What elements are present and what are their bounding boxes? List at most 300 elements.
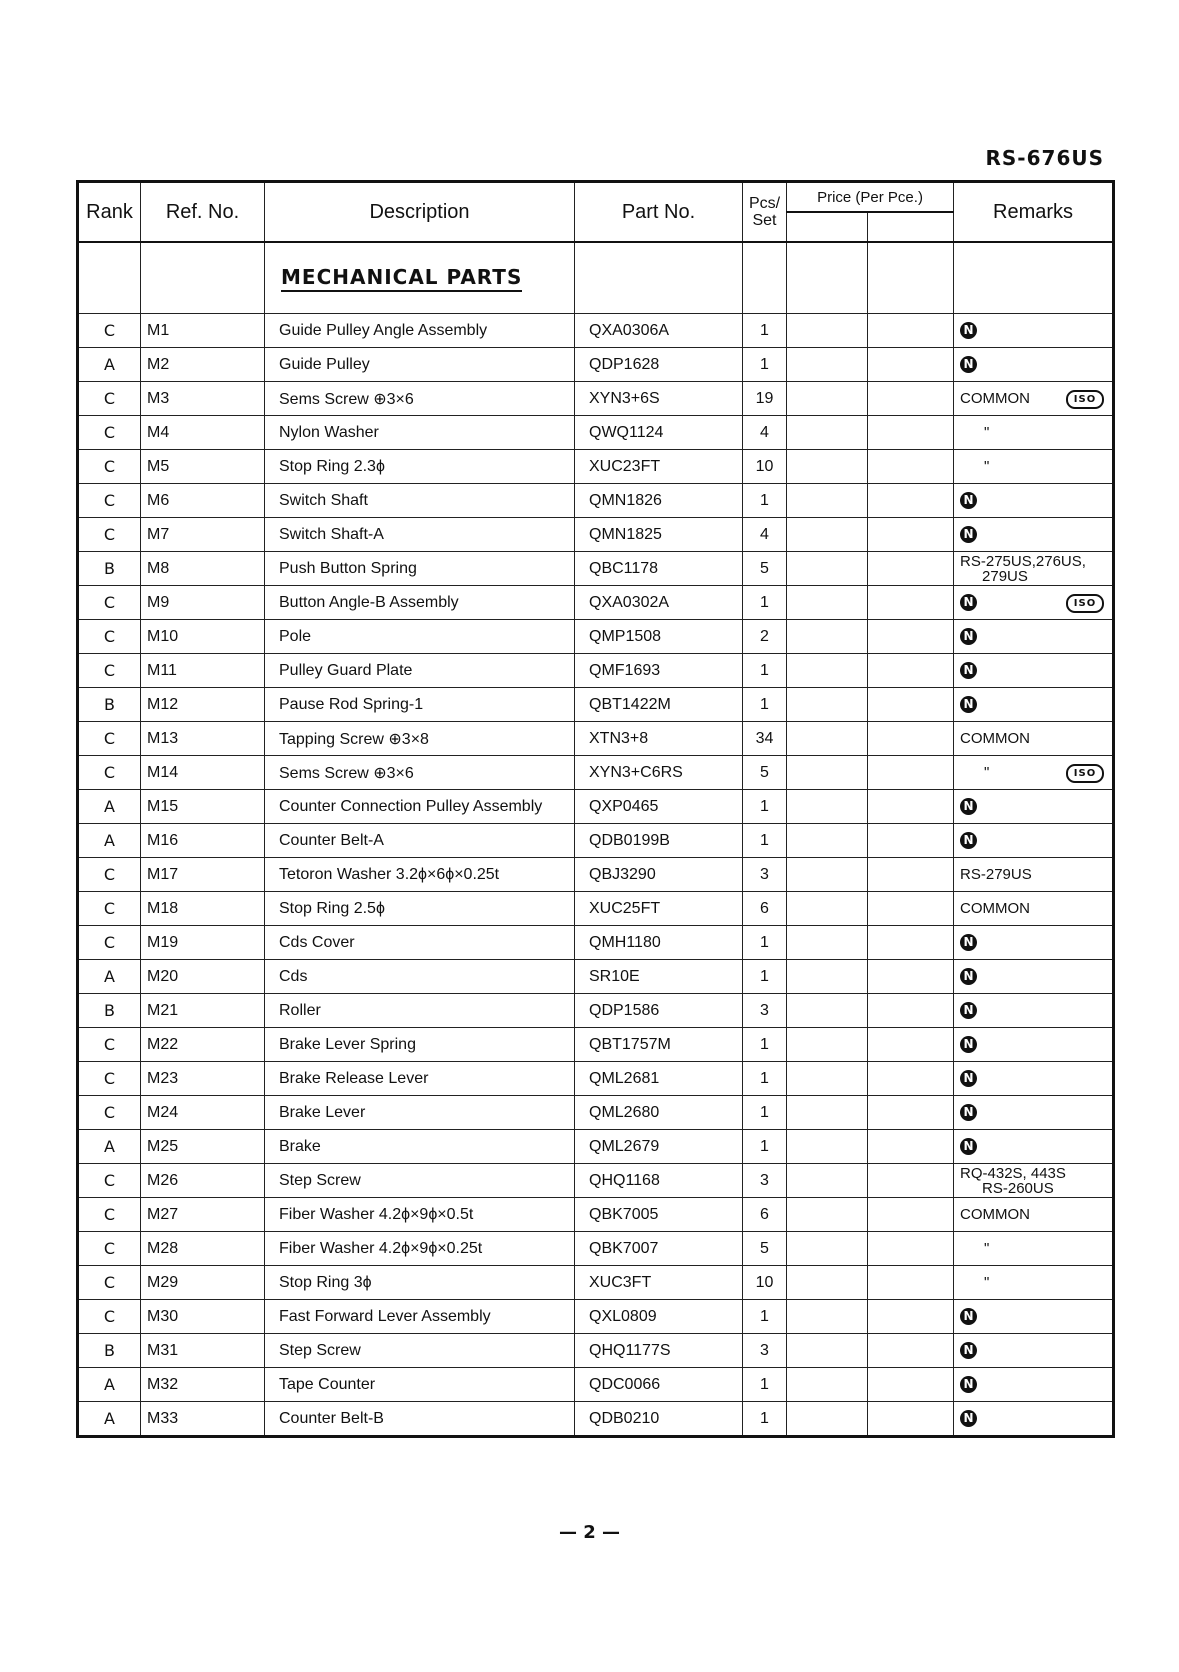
part-no-cell: XUC25FT (575, 892, 743, 926)
remarks-cell (954, 314, 1114, 348)
new-part-icon: N (960, 1036, 977, 1053)
remarks-cell (954, 552, 1114, 586)
rank-cell: C (78, 926, 141, 960)
rank-cell: C (78, 314, 141, 348)
table-row (78, 314, 1114, 348)
price-cell-1 (787, 722, 868, 756)
iso-icon: ISO (1066, 764, 1104, 783)
rank-cell: C (78, 586, 141, 620)
rank-cell: C (78, 1198, 141, 1232)
rank-cell: C (78, 1266, 141, 1300)
remarks-cell (954, 1198, 1114, 1232)
remarks-text: COMMON (960, 730, 1031, 747)
remarks-cell (954, 824, 1114, 858)
remarks-text: " (984, 764, 990, 781)
price-cell-2 (868, 1164, 954, 1198)
table-row (78, 552, 1114, 586)
part-no-cell: QML2681 (575, 1062, 743, 1096)
pcs-cell: 3 (743, 1164, 787, 1198)
remarks-cell (954, 518, 1114, 552)
pcs-cell: 5 (743, 552, 787, 586)
rank-cell: A (78, 790, 141, 824)
new-part-icon: N (960, 832, 977, 849)
price-cell-2 (868, 484, 954, 518)
remarks-text: RQ-432S, 443S (960, 1164, 1066, 1182)
part-no-cell: QXP0465 (575, 790, 743, 824)
new-part-icon: N (960, 356, 977, 373)
price-cell-1 (787, 1266, 868, 1300)
ref-no-cell: M19 (141, 926, 265, 960)
pcs-cell: 34 (743, 722, 787, 756)
new-part-icon: N (960, 662, 977, 679)
column-header-pcs-set (743, 182, 787, 243)
price-cell-2 (868, 722, 954, 756)
table-row (78, 1232, 1114, 1266)
price-cell-2 (868, 1300, 954, 1334)
new-part-icon: N (960, 696, 977, 713)
description-cell: Cds (265, 960, 575, 994)
table-row (78, 1266, 1114, 1300)
price-subcolumn-2 (868, 212, 954, 242)
price-cell-1 (787, 484, 868, 518)
price-cell-2 (868, 382, 954, 416)
ref-no-cell: M29 (141, 1266, 265, 1300)
description-cell: Stop Ring 3ϕ (265, 1266, 575, 1300)
rank-cell: C (78, 620, 141, 654)
price-cell-2 (868, 688, 954, 722)
description-cell: Counter Belt-B (265, 1402, 575, 1437)
ref-no-cell: M20 (141, 960, 265, 994)
remarks-text-line2: RS-260US (982, 1179, 1054, 1197)
rank-cell: B (78, 1334, 141, 1368)
table-row (78, 960, 1114, 994)
price-cell-1 (787, 688, 868, 722)
part-no-cell: QBJ3290 (575, 858, 743, 892)
ref-no-cell: M24 (141, 1096, 265, 1130)
iso-icon: ISO (1066, 390, 1104, 409)
rank-cell: A (78, 960, 141, 994)
remarks-cell (954, 688, 1114, 722)
remarks-cell (954, 892, 1114, 926)
part-no-cell: QBK7007 (575, 1232, 743, 1266)
price-cell-1 (787, 1368, 868, 1402)
price-cell-2 (868, 314, 954, 348)
table-row (78, 1096, 1114, 1130)
price-cell-1 (787, 790, 868, 824)
pcs-cell: 1 (743, 1062, 787, 1096)
table-row (78, 994, 1114, 1028)
price-cell-1 (787, 586, 868, 620)
price-cell-1 (787, 926, 868, 960)
description-cell: Stop Ring 2.3ϕ (265, 450, 575, 484)
ref-no-cell: M2 (141, 348, 265, 382)
remarks-cell (954, 994, 1114, 1028)
rank-cell: C (78, 382, 141, 416)
new-part-icon: N (960, 1376, 977, 1393)
remarks-cell (954, 416, 1114, 450)
ref-no-cell: M10 (141, 620, 265, 654)
ref-no-cell: M17 (141, 858, 265, 892)
remarks-text: COMMON (960, 1206, 1031, 1223)
price-cell-2 (868, 586, 954, 620)
rank-cell: C (78, 756, 141, 790)
price-cell-2 (868, 348, 954, 382)
column-header-ref-no: Ref. No. (141, 182, 265, 243)
rank-cell: C (78, 1096, 141, 1130)
part-no-cell: XYN3+C6RS (575, 756, 743, 790)
part-no-cell: QBT1422M (575, 688, 743, 722)
part-no-cell: QBK7005 (575, 1198, 743, 1232)
description-cell: Brake Lever Spring (265, 1028, 575, 1062)
price-cell-2 (868, 518, 954, 552)
description-cell: Step Screw (265, 1164, 575, 1198)
pcs-header-line2: Set (752, 212, 777, 229)
part-no-cell: QBC1178 (575, 552, 743, 586)
part-no-cell: QDP1628 (575, 348, 743, 382)
new-part-icon: N (960, 492, 977, 509)
pcs-cell: 3 (743, 994, 787, 1028)
remarks-cell (954, 1096, 1114, 1130)
ref-no-cell: M16 (141, 824, 265, 858)
ref-no-cell: M31 (141, 1334, 265, 1368)
ref-no-cell: M27 (141, 1198, 265, 1232)
remarks-text: " (984, 458, 990, 475)
new-part-icon: N (960, 526, 977, 543)
ref-no-cell: M13 (141, 722, 265, 756)
ref-no-cell: M14 (141, 756, 265, 790)
rank-cell: A (78, 824, 141, 858)
remarks-cell (954, 654, 1114, 688)
part-no-cell: QWQ1124 (575, 416, 743, 450)
pcs-header-line1: Pcs/ (748, 195, 781, 212)
section-row (78, 242, 1114, 314)
new-part-icon: N (960, 1070, 977, 1087)
table-row (78, 620, 1114, 654)
new-part-icon: N (960, 322, 977, 339)
price-cell-1 (787, 858, 868, 892)
pcs-cell: 3 (743, 858, 787, 892)
remarks-cell (954, 1062, 1114, 1096)
part-no-cell: SR10E (575, 960, 743, 994)
part-no-cell: QMN1825 (575, 518, 743, 552)
rank-cell: C (78, 858, 141, 892)
ref-no-cell: M26 (141, 1164, 265, 1198)
description-cell: Brake (265, 1130, 575, 1164)
remarks-cell (954, 960, 1114, 994)
part-no-cell: QXA0306A (575, 314, 743, 348)
pcs-cell: 1 (743, 1368, 787, 1402)
table-row (78, 688, 1114, 722)
price-cell-2 (868, 756, 954, 790)
ref-no-cell: M25 (141, 1130, 265, 1164)
part-no-cell: QXA0302A (575, 586, 743, 620)
ref-no-cell: M18 (141, 892, 265, 926)
description-cell: Guide Pulley Angle Assembly (265, 314, 575, 348)
table-row (78, 1368, 1114, 1402)
price-cell-1 (787, 1130, 868, 1164)
part-no-cell: QHQ1177S (575, 1334, 743, 1368)
price-cell-1 (787, 1164, 868, 1198)
description-cell: Sems Screw ⊕3×6 (265, 756, 575, 790)
part-no-cell: QML2679 (575, 1130, 743, 1164)
table-row (78, 1300, 1114, 1334)
ref-no-cell: M23 (141, 1062, 265, 1096)
price-cell-2 (868, 1198, 954, 1232)
pcs-cell: 3 (743, 1334, 787, 1368)
remarks-cell (954, 926, 1114, 960)
pcs-cell: 5 (743, 1232, 787, 1266)
table-row (78, 824, 1114, 858)
rank-cell: A (78, 348, 141, 382)
remarks-text: " (984, 1274, 990, 1291)
rank-cell: C (78, 1300, 141, 1334)
rank-cell: C (78, 654, 141, 688)
price-subcolumn-1 (787, 212, 868, 242)
ref-no-cell: M15 (141, 790, 265, 824)
table-row (78, 450, 1114, 484)
price-cell-1 (787, 1300, 868, 1334)
table-row (78, 892, 1114, 926)
remarks-text: RS-279US (960, 866, 1032, 883)
parts-table (76, 180, 1115, 1438)
price-cell-1 (787, 620, 868, 654)
pcs-cell: 5 (743, 756, 787, 790)
new-part-icon: N (960, 594, 977, 611)
pcs-cell: 1 (743, 484, 787, 518)
part-no-cell: QBT1757M (575, 1028, 743, 1062)
rank-cell: C (78, 450, 141, 484)
new-part-icon: N (960, 1410, 977, 1427)
price-cell-1 (787, 1402, 868, 1437)
price-cell-2 (868, 1266, 954, 1300)
remarks-cell (954, 1164, 1114, 1198)
remarks-cell (954, 1232, 1114, 1266)
part-no-cell: XYN3+6S (575, 382, 743, 416)
part-no-cell: QDP1586 (575, 994, 743, 1028)
price-cell-1 (787, 824, 868, 858)
price-cell-2 (868, 1334, 954, 1368)
ref-no-cell: M22 (141, 1028, 265, 1062)
part-no-cell: XUC3FT (575, 1266, 743, 1300)
description-cell: Switch Shaft-A (265, 518, 575, 552)
rank-cell: C (78, 722, 141, 756)
rank-cell: C (78, 1028, 141, 1062)
rank-cell: C (78, 416, 141, 450)
pcs-cell: 1 (743, 926, 787, 960)
table-row (78, 756, 1114, 790)
ref-no-cell: M11 (141, 654, 265, 688)
remarks-text-line2: 279US (982, 567, 1028, 585)
rank-cell: C (78, 892, 141, 926)
price-cell-2 (868, 824, 954, 858)
remarks-text: " (984, 1240, 990, 1257)
description-cell: Brake Release Lever (265, 1062, 575, 1096)
table-row (78, 654, 1114, 688)
ref-no-cell: M1 (141, 314, 265, 348)
remarks-cell (954, 790, 1114, 824)
table-row (78, 1028, 1114, 1062)
pcs-cell: 1 (743, 348, 787, 382)
rank-cell: C (78, 1232, 141, 1266)
price-cell-2 (868, 1368, 954, 1402)
ref-no-cell: M8 (141, 552, 265, 586)
description-cell: Push Button Spring (265, 552, 575, 586)
price-cell-1 (787, 552, 868, 586)
pcs-cell: 2 (743, 620, 787, 654)
price-cell-1 (787, 416, 868, 450)
pcs-cell: 1 (743, 1300, 787, 1334)
price-cell-1 (787, 518, 868, 552)
part-no-cell: XTN3+8 (575, 722, 743, 756)
pcs-cell: 1 (743, 1130, 787, 1164)
pcs-cell: 1 (743, 314, 787, 348)
price-cell-1 (787, 1198, 868, 1232)
part-no-cell: QMH1180 (575, 926, 743, 960)
remarks-cell (954, 450, 1114, 484)
model-number: RS-676US (985, 146, 1104, 170)
remarks-cell (954, 620, 1114, 654)
pcs-cell: 1 (743, 790, 787, 824)
price-cell-2 (868, 926, 954, 960)
pcs-cell: 1 (743, 1402, 787, 1437)
description-cell: Pause Rod Spring-1 (265, 688, 575, 722)
ref-no-cell: M32 (141, 1368, 265, 1402)
new-part-icon: N (960, 1308, 977, 1325)
rank-cell: C (78, 1062, 141, 1096)
column-header-description: Description (265, 182, 575, 243)
description-cell: Counter Belt-A (265, 824, 575, 858)
table-row (78, 1164, 1114, 1198)
remarks-cell (954, 382, 1114, 416)
pcs-cell: 1 (743, 1096, 787, 1130)
pcs-cell: 1 (743, 1028, 787, 1062)
remarks-text: COMMON (960, 390, 1031, 407)
rank-cell: A (78, 1130, 141, 1164)
iso-icon: ISO (1066, 594, 1104, 613)
price-cell-2 (868, 858, 954, 892)
description-cell: Fast Forward Lever Assembly (265, 1300, 575, 1334)
price-cell-1 (787, 450, 868, 484)
ref-no-cell: M28 (141, 1232, 265, 1266)
price-cell-2 (868, 892, 954, 926)
ref-no-cell: M6 (141, 484, 265, 518)
pcs-cell: 1 (743, 960, 787, 994)
table-row (78, 722, 1114, 756)
part-no-cell: QMP1508 (575, 620, 743, 654)
description-cell: Cds Cover (265, 926, 575, 960)
description-cell: Roller (265, 994, 575, 1028)
price-cell-1 (787, 756, 868, 790)
ref-no-cell: M5 (141, 450, 265, 484)
page-number: — 2 — (558, 1522, 621, 1543)
rank-cell: C (78, 484, 141, 518)
column-header-price: Price (Per Pce.) (787, 182, 954, 213)
remarks-cell (954, 1402, 1114, 1437)
remarks-cell (954, 1368, 1114, 1402)
table-row (78, 790, 1114, 824)
new-part-icon: N (960, 798, 977, 815)
pcs-cell: 4 (743, 416, 787, 450)
table-row (78, 518, 1114, 552)
price-cell-2 (868, 450, 954, 484)
description-cell: Guide Pulley (265, 348, 575, 382)
section-title: MECHANICAL PARTS (281, 265, 522, 292)
description-cell: Stop Ring 2.5ϕ (265, 892, 575, 926)
new-part-icon: N (960, 1138, 977, 1155)
ref-no-cell: M33 (141, 1402, 265, 1437)
description-cell: Fiber Washer 4.2ϕ×9ϕ×0.5t (265, 1198, 575, 1232)
part-no-cell: QHQ1168 (575, 1164, 743, 1198)
ref-no-cell: M7 (141, 518, 265, 552)
price-cell-1 (787, 892, 868, 926)
description-cell: Fiber Washer 4.2ϕ×9ϕ×0.25t (265, 1232, 575, 1266)
part-no-cell: QDB0199B (575, 824, 743, 858)
part-no-cell: QMF1693 (575, 654, 743, 688)
pcs-cell: 10 (743, 1266, 787, 1300)
pcs-cell: 1 (743, 586, 787, 620)
price-cell-1 (787, 1232, 868, 1266)
rank-cell: A (78, 1402, 141, 1437)
price-cell-1 (787, 1096, 868, 1130)
new-part-icon: N (960, 628, 977, 645)
price-cell-2 (868, 1402, 954, 1437)
rank-cell: B (78, 688, 141, 722)
rank-cell: B (78, 994, 141, 1028)
price-cell-1 (787, 654, 868, 688)
description-cell: Pole (265, 620, 575, 654)
table-row (78, 484, 1114, 518)
price-cell-1 (787, 382, 868, 416)
description-cell: Counter Connection Pulley Assembly (265, 790, 575, 824)
new-part-icon: N (960, 968, 977, 985)
table-row (78, 382, 1114, 416)
description-cell: Tape Counter (265, 1368, 575, 1402)
part-no-cell: QDB0210 (575, 1402, 743, 1437)
price-cell-1 (787, 1062, 868, 1096)
remarks-cell (954, 858, 1114, 892)
price-cell-1 (787, 960, 868, 994)
price-cell-1 (787, 1334, 868, 1368)
table-row (78, 1130, 1114, 1164)
ref-no-cell: M30 (141, 1300, 265, 1334)
column-header-rank: Rank (78, 182, 141, 243)
price-cell-2 (868, 416, 954, 450)
remarks-text: RS-275US,276US, (960, 552, 1086, 570)
pcs-cell: 1 (743, 654, 787, 688)
description-cell: Brake Lever (265, 1096, 575, 1130)
ref-no-cell: M4 (141, 416, 265, 450)
remarks-cell (954, 484, 1114, 518)
table-row (78, 1402, 1114, 1437)
price-cell-1 (787, 994, 868, 1028)
part-no-cell: QML2680 (575, 1096, 743, 1130)
pcs-cell: 1 (743, 824, 787, 858)
description-cell: Pulley Guard Plate (265, 654, 575, 688)
description-cell: Switch Shaft (265, 484, 575, 518)
new-part-icon: N (960, 1342, 977, 1359)
price-cell-2 (868, 790, 954, 824)
description-cell: Button Angle-B Assembly (265, 586, 575, 620)
column-header-remarks: Remarks (954, 182, 1114, 243)
remarks-text: COMMON (960, 900, 1031, 917)
table-row (78, 586, 1114, 620)
price-cell-2 (868, 654, 954, 688)
price-cell-2 (868, 1232, 954, 1266)
pcs-cell: 19 (743, 382, 787, 416)
table-row (78, 1334, 1114, 1368)
ref-no-cell: M9 (141, 586, 265, 620)
price-cell-2 (868, 1130, 954, 1164)
